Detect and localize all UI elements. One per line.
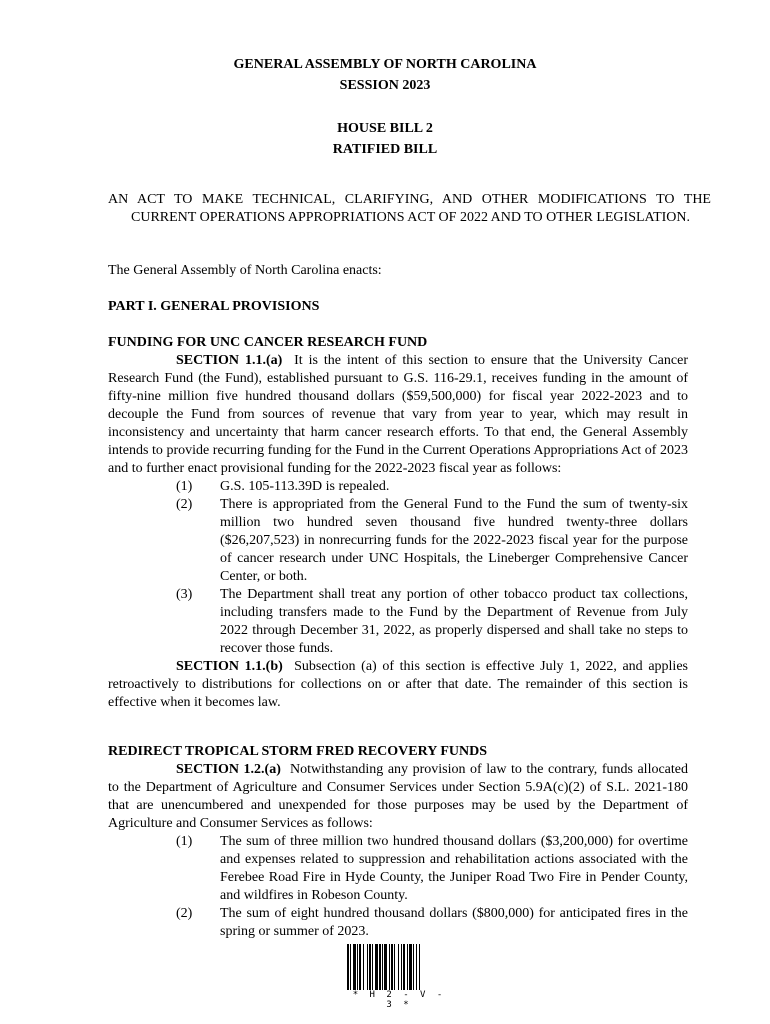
list-item-number: (2) — [176, 497, 193, 512]
barcode-bar — [416, 944, 417, 990]
barcode-bar — [353, 944, 356, 990]
barcode-bar — [391, 944, 393, 990]
barcode-bar — [372, 944, 373, 990]
barcode-bar — [413, 944, 414, 990]
barcode-bar — [389, 944, 390, 990]
section-text: Subsection (a) of this section is effective July 1, 2022, and applies retroactively to distributions for collections on or after that date. The remainder of this section is effective when it becomes law. — [108, 659, 688, 710]
section-heading: FUNDING FOR UNC CANCER RESEARCH FUND — [108, 335, 428, 350]
list-item-text: The sum of three million two hundred thousand dollars ($3,200,000) for overtime and expenses related to suppression and rehabilitation actions associated with the Ferebee Road Fire in Hyde County, the Juniper Road Two Fire in Pender County, and wildfires in Robeson County. — [220, 834, 688, 903]
section-paragraph — [108, 658, 688, 712]
assembly-name: GENERAL ASSEMBLY OF NORTH CAROLINA — [233, 57, 537, 72]
list-item-text: The sum of eight hundred thousand dollars ($800,000) for anticipated fires in the spring or summer of 2023. — [220, 906, 688, 939]
barcode-bar — [384, 944, 387, 990]
list-item-number: (1) — [176, 834, 193, 849]
list-item-number: (1) — [176, 479, 193, 494]
section-label: SECTION 1.1.(a) — [176, 353, 283, 368]
section-label: SECTION 1.2.(a) — [176, 762, 281, 777]
barcode-bar — [403, 944, 405, 990]
section-text: It is the intent of this section to ensure that the University Cancer Research Fund (the Fund), established pursuant to G.S. 116-29.1, receives funding in the amount of fifty-nine million five hundred thousand dollars ($59,500,000) for fiscal year 2022-2023 and to decouple the Fund from sources of revenue that vary from year to year, which may result in inconsistency and uncertainty that harm cancer research efforts. To that end, the General Assembly intends to provide recurring funding for the Fund in the Current Operations Appropriations Act of 2023 and to further enact provisional funding for the 2022-2023 fiscal year as follows: — [108, 353, 688, 476]
section-storm-fred — [108, 743, 688, 941]
barcode-bar — [359, 944, 361, 990]
list-item — [108, 586, 688, 658]
list-item — [108, 905, 688, 941]
barcode-bar — [394, 944, 395, 990]
barcode-bar — [367, 944, 368, 990]
part-heading: PART I. GENERAL PROVISIONS — [108, 299, 320, 314]
barcode-bar — [398, 944, 399, 990]
section-cancer-research — [108, 334, 688, 712]
barcode-bar — [369, 944, 371, 990]
bill-number: HOUSE BILL 2 — [337, 121, 433, 136]
barcode-bar — [382, 944, 383, 990]
section-text: Notwithstanding any provision of law to the contrary, funds allocated to the Department of Agriculture and Consumer Services under Section 5.9A(c)(2) of S.L. 2021-180 that are unencumbered and unexpended for those purposes may be used by the Department of Agriculture and Consumer Services as follows: — [108, 762, 688, 831]
act-title: AN ACT TO MAKE TECHNICAL, CLARIFYING, AND OTHER MODIFICATIONS TO THE CURRENT OPERATIONS APPROPRIATIONS ACT OF 2022 AND TO OTHER LEGISLATION. — [108, 192, 711, 225]
document-header — [0, 54, 770, 96]
barcode-bar — [419, 944, 420, 990]
barcode-bar — [357, 944, 358, 990]
barcode-bar — [401, 944, 402, 990]
barcode-bar — [379, 944, 381, 990]
section-heading: REDIRECT TROPICAL STORM FRED RECOVERY FUNDS — [108, 744, 487, 759]
barcode-text: * H 2 - V - 3 * — [352, 990, 446, 1010]
list-item-text: The Department shall treat any portion of other tobacco product tax collections, including transfers made to the Fund by the Department of Revenue from July 2022 through December 31, 2022, as properly dispersed and shall take no steps to recover those funds. — [220, 587, 688, 656]
list-item-number: (2) — [176, 906, 193, 921]
bill-header — [0, 118, 770, 160]
enacting-clause: The General Assembly of North Carolina enacts: — [108, 263, 382, 278]
session-label: SESSION 2023 — [339, 78, 431, 93]
bill-status: RATIFIED BILL — [332, 142, 438, 157]
list-item — [108, 833, 688, 905]
list-item-text: G.S. 105-113.39D is repealed. — [220, 479, 390, 494]
barcode-bar — [407, 944, 408, 990]
barcode-bar — [409, 944, 412, 990]
barcode-bar — [363, 944, 364, 990]
section-paragraph — [108, 761, 688, 833]
section-label: SECTION 1.1.(b) — [176, 659, 283, 674]
section-paragraph — [108, 352, 688, 478]
barcode-image — [347, 944, 451, 990]
barcode-bar — [350, 944, 351, 990]
list-item — [108, 478, 688, 496]
list-item-text: There is appropriated from the General Fund to the Fund the sum of twenty-six million two hundred seven thousand five hundred twenty-three dollars ($26,207,523) in nonrecurring funds for the 2022-2023 fiscal year for the purpose of cancer research under UNC Hospitals, the Lineberger Comprehensive Cancer Center, or both. — [220, 497, 688, 584]
list-item — [108, 496, 688, 586]
list-item-number: (3) — [176, 587, 193, 602]
barcode-bar — [347, 944, 349, 990]
barcode-bar — [375, 944, 378, 990]
